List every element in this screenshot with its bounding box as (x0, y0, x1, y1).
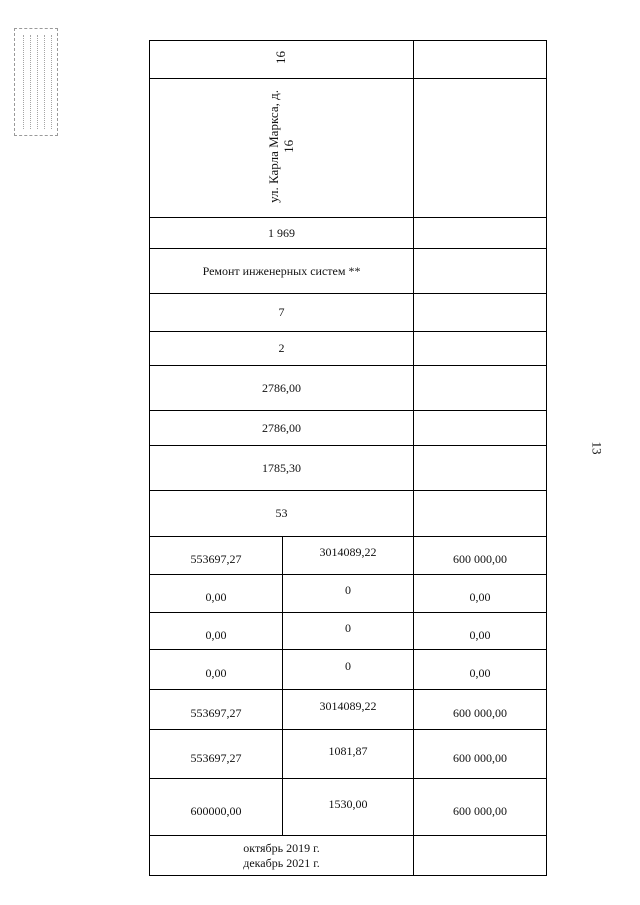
finance-cell-a: 553697,27 (150, 537, 283, 575)
empty-cell (414, 294, 547, 332)
address-line1: ул. Карла Маркса, д. (265, 89, 281, 203)
area-total-cell: 2786,00 (150, 366, 414, 411)
empty-cell (414, 446, 547, 491)
finance-cell-c: 0,00 (414, 613, 547, 650)
table-row (150, 836, 547, 876)
finance-cell-c: 0,00 (414, 575, 547, 613)
table-row (150, 218, 547, 249)
area-3-cell: 1785,30 (150, 446, 414, 491)
date-end: декабрь 2021 г. (243, 855, 320, 870)
table-row (150, 613, 547, 650)
table-row (150, 491, 547, 537)
stamp-mark (14, 28, 58, 136)
finance-cell-a: 0,00 (150, 613, 283, 650)
empty-cell (414, 332, 547, 366)
finance-cell-c: 0,00 (414, 650, 547, 690)
table-row (150, 575, 547, 613)
page-number: 13 (589, 441, 605, 455)
house-number: 16 (273, 51, 289, 64)
finance-cell-c: 600 000,00 (414, 690, 547, 730)
finance-cell-b: 3014089,22 (283, 690, 414, 730)
finance-cell-b: 0 (283, 575, 414, 613)
address-cell (150, 79, 414, 218)
finance-cell-c: 600 000,00 (414, 779, 547, 836)
empty-cell (414, 249, 547, 294)
table-row (150, 690, 547, 730)
table-row (150, 730, 547, 779)
date-start: октябрь 2019 г. (243, 840, 320, 855)
finance-cell-b: 1530,00 (283, 779, 414, 836)
work-type-cell: Ремонт инженерных систем ** (150, 249, 414, 294)
finance-cell-a: 553697,27 (150, 690, 283, 730)
year-cell: 1 969 (150, 218, 414, 249)
finance-cell-b: 1081,87 (283, 730, 414, 779)
table-row (150, 446, 547, 491)
table-row (150, 332, 547, 366)
finance-cell-a: 0,00 (150, 650, 283, 690)
empty-cell (414, 41, 547, 79)
house-number-cell (150, 41, 414, 79)
area-2-cell: 2786,00 (150, 411, 414, 446)
table-row (150, 366, 547, 411)
empty-cell (414, 79, 547, 218)
finance-cell-b: 0 (283, 650, 414, 690)
address-line2: 16 (280, 139, 296, 153)
address-text (267, 90, 297, 203)
empty-cell (414, 491, 547, 537)
finance-cell-a: 553697,27 (150, 730, 283, 779)
table-row (150, 41, 547, 79)
table-row (150, 411, 547, 446)
table-row (150, 650, 547, 690)
empty-cell (414, 836, 547, 876)
empty-cell (414, 218, 547, 249)
document-table (149, 40, 547, 876)
finance-cell-b: 3014089,22 (283, 537, 414, 575)
table-row (150, 294, 547, 332)
finance-cell-b: 0 (283, 613, 414, 650)
finance-cell-a: 600000,00 (150, 779, 283, 836)
dates-cell (150, 836, 414, 876)
residents-cell: 53 (150, 491, 414, 537)
table-row (150, 537, 547, 575)
table-row (150, 779, 547, 836)
table-row (150, 249, 547, 294)
value-2-cell: 2 (150, 332, 414, 366)
table-row (150, 79, 547, 218)
finance-cell-c: 600 000,00 (414, 537, 547, 575)
empty-cell (414, 411, 547, 446)
empty-cell (414, 366, 547, 411)
value-7-cell: 7 (150, 294, 414, 332)
finance-cell-c: 600 000,00 (414, 730, 547, 779)
finance-cell-a: 0,00 (150, 575, 283, 613)
